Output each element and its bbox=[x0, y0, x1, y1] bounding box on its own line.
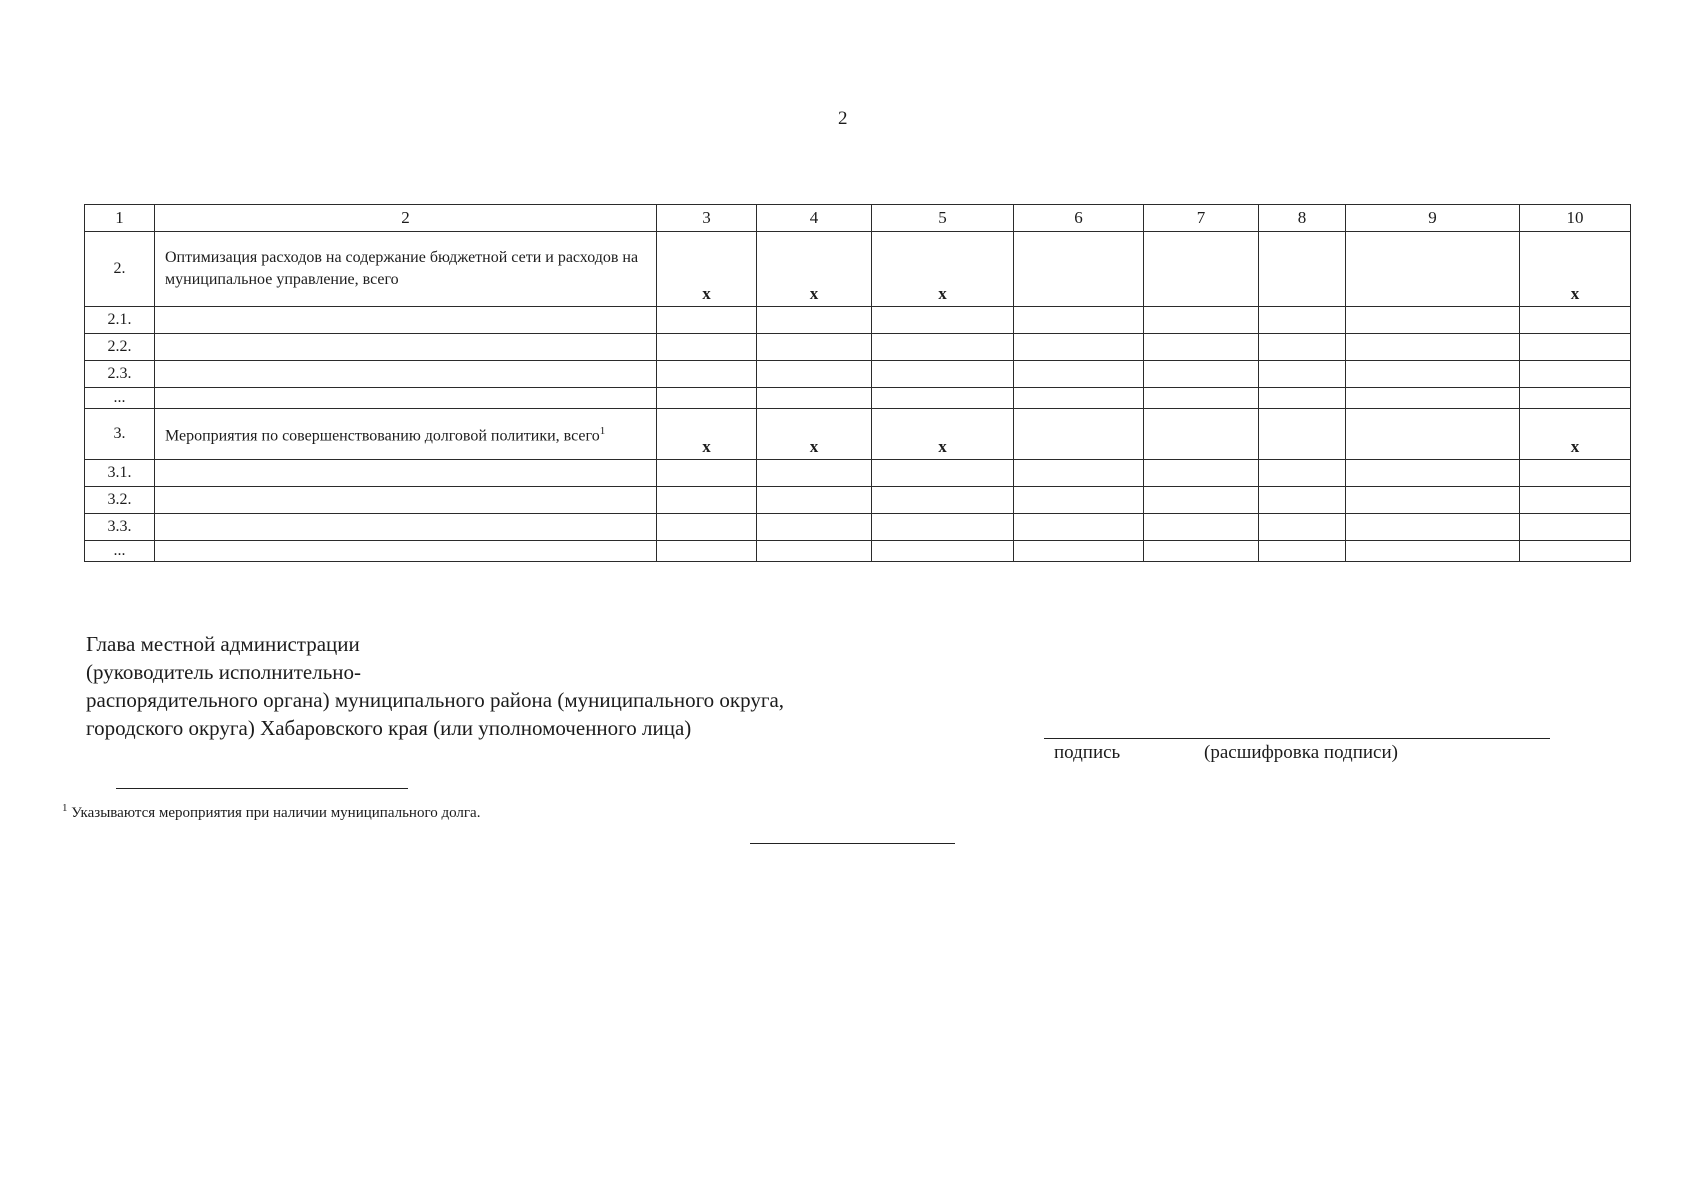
x-mark: x bbox=[872, 409, 1014, 460]
empty-cell bbox=[657, 361, 757, 388]
empty-cell bbox=[872, 334, 1014, 361]
empty-cell bbox=[872, 541, 1014, 562]
table-row bbox=[85, 460, 1631, 487]
footnote-separator bbox=[116, 788, 408, 789]
measures-table-wrapper bbox=[84, 204, 1630, 562]
x-mark: x bbox=[872, 232, 1014, 307]
empty-cell bbox=[155, 541, 657, 562]
empty-cell bbox=[757, 307, 872, 334]
empty-cell bbox=[1144, 388, 1259, 409]
row-number: 2.1. bbox=[85, 307, 155, 334]
empty-cell bbox=[1346, 409, 1520, 460]
row-number: 3.3. bbox=[85, 514, 155, 541]
x-mark: x bbox=[657, 232, 757, 307]
x-mark: x bbox=[757, 232, 872, 307]
row-number: 2.3. bbox=[85, 361, 155, 388]
empty-cell bbox=[1520, 541, 1631, 562]
header-cell: 4 bbox=[757, 205, 872, 232]
header-cell: 6 bbox=[1014, 205, 1144, 232]
table-row bbox=[85, 514, 1631, 541]
measure-name-cell bbox=[155, 232, 657, 307]
official-title-line: Глава местной администрации bbox=[86, 632, 360, 656]
empty-cell bbox=[1346, 334, 1520, 361]
empty-cell bbox=[1014, 460, 1144, 487]
x-mark: x bbox=[1520, 232, 1631, 307]
empty-cell bbox=[1259, 334, 1346, 361]
empty-cell bbox=[1144, 307, 1259, 334]
footnote-ref: 1 bbox=[599, 425, 606, 438]
empty-cell bbox=[1014, 388, 1144, 409]
header-cell: 3 bbox=[657, 205, 757, 232]
empty-cell bbox=[1346, 232, 1520, 307]
measure-name: Оптимизация расходов на содержание бюджетной сети и расходов на муниципальное управление, всего bbox=[165, 249, 639, 288]
empty-cell bbox=[1144, 409, 1259, 460]
empty-cell bbox=[872, 487, 1014, 514]
empty-cell bbox=[1144, 514, 1259, 541]
row-number: 3.1. bbox=[85, 460, 155, 487]
row-number: 2.2. bbox=[85, 334, 155, 361]
empty-cell bbox=[1014, 487, 1144, 514]
empty-cell bbox=[1014, 409, 1144, 460]
section-3-row bbox=[85, 409, 1631, 460]
header-cell: 1 bbox=[85, 205, 155, 232]
empty-cell bbox=[1346, 514, 1520, 541]
header-cell: 2 bbox=[155, 205, 657, 232]
empty-cell bbox=[1259, 388, 1346, 409]
official-title-line: (руководитель исполнительно- bbox=[86, 660, 362, 684]
empty-cell bbox=[155, 361, 657, 388]
empty-cell bbox=[1520, 487, 1631, 514]
empty-cell bbox=[657, 307, 757, 334]
empty-cell bbox=[1144, 232, 1259, 307]
empty-cell bbox=[757, 388, 872, 409]
empty-cell bbox=[1144, 487, 1259, 514]
empty-cell bbox=[1346, 487, 1520, 514]
empty-cell bbox=[757, 514, 872, 541]
x-mark: x bbox=[757, 409, 872, 460]
empty-cell bbox=[1520, 334, 1631, 361]
empty-cell bbox=[1259, 409, 1346, 460]
empty-cell bbox=[1346, 388, 1520, 409]
empty-cell bbox=[155, 487, 657, 514]
empty-cell bbox=[1259, 541, 1346, 562]
empty-cell bbox=[1520, 514, 1631, 541]
empty-cell bbox=[1346, 460, 1520, 487]
signature-decode-label: (расшифровка подписи) bbox=[1204, 742, 1398, 763]
empty-cell bbox=[1014, 307, 1144, 334]
empty-cell bbox=[1014, 541, 1144, 562]
empty-cell bbox=[657, 487, 757, 514]
empty-cell bbox=[1520, 460, 1631, 487]
header-cell: 5 bbox=[872, 205, 1014, 232]
empty-cell bbox=[757, 487, 872, 514]
empty-cell bbox=[657, 388, 757, 409]
empty-cell bbox=[155, 307, 657, 334]
empty-cell bbox=[1346, 307, 1520, 334]
signature-label: подпись bbox=[1054, 742, 1121, 763]
table-row bbox=[85, 361, 1631, 388]
official-title-block bbox=[86, 630, 784, 742]
empty-cell bbox=[1014, 514, 1144, 541]
empty-cell bbox=[155, 460, 657, 487]
row-number: 2. bbox=[85, 232, 155, 307]
footnote bbox=[62, 802, 480, 822]
empty-cell bbox=[1520, 388, 1631, 409]
header-row bbox=[85, 205, 1631, 232]
signature-line bbox=[1044, 738, 1550, 739]
measure-name bbox=[155, 420, 656, 447]
x-mark: x bbox=[1520, 409, 1631, 460]
header-cell: 7 bbox=[1144, 205, 1259, 232]
official-title-line: распорядительного органа) муниципального района (муниципального округа, bbox=[86, 688, 785, 712]
empty-cell bbox=[657, 541, 757, 562]
header-cell: 10 bbox=[1520, 205, 1631, 232]
empty-cell bbox=[757, 334, 872, 361]
empty-cell bbox=[1259, 487, 1346, 514]
x-mark: x bbox=[657, 409, 757, 460]
empty-cell bbox=[1144, 334, 1259, 361]
table-row bbox=[85, 388, 1631, 409]
official-title-line: городского округа) Хабаровского края (или уполномоченного лица) bbox=[86, 716, 692, 740]
header-cell: 8 bbox=[1259, 205, 1346, 232]
empty-cell bbox=[1014, 361, 1144, 388]
table-row bbox=[85, 307, 1631, 334]
empty-cell bbox=[657, 460, 757, 487]
empty-cell bbox=[1259, 232, 1346, 307]
empty-cell bbox=[1014, 334, 1144, 361]
empty-cell bbox=[872, 388, 1014, 409]
table-row bbox=[85, 541, 1631, 562]
row-number: ... bbox=[85, 541, 155, 562]
footnote-marker: 1 bbox=[62, 802, 68, 814]
empty-cell bbox=[757, 541, 872, 562]
end-of-document-line bbox=[750, 843, 955, 844]
empty-cell bbox=[1014, 232, 1144, 307]
empty-cell bbox=[872, 460, 1014, 487]
empty-cell bbox=[1346, 541, 1520, 562]
empty-cell bbox=[1259, 514, 1346, 541]
empty-cell bbox=[1520, 307, 1631, 334]
footnote-text: Указываются мероприятия при наличии муниципального долга. bbox=[71, 805, 481, 821]
empty-cell bbox=[155, 334, 657, 361]
empty-cell bbox=[1259, 307, 1346, 334]
empty-cell bbox=[155, 388, 657, 409]
empty-cell bbox=[1259, 361, 1346, 388]
table-row bbox=[85, 334, 1631, 361]
empty-cell bbox=[1520, 361, 1631, 388]
empty-cell bbox=[1144, 361, 1259, 388]
empty-cell bbox=[1144, 460, 1259, 487]
section-2-row bbox=[85, 232, 1631, 307]
empty-cell bbox=[657, 514, 757, 541]
empty-cell bbox=[872, 514, 1014, 541]
row-number: 3. bbox=[85, 409, 155, 460]
empty-cell bbox=[757, 361, 872, 388]
empty-cell bbox=[872, 361, 1014, 388]
empty-cell bbox=[155, 514, 657, 541]
measure-name-cell bbox=[155, 409, 657, 460]
table-row bbox=[85, 487, 1631, 514]
empty-cell bbox=[757, 460, 872, 487]
header-cell: 9 bbox=[1346, 205, 1520, 232]
empty-cell bbox=[872, 307, 1014, 334]
empty-cell bbox=[657, 334, 757, 361]
empty-cell bbox=[1346, 361, 1520, 388]
measure-name-text: Мероприятия по совершенствованию долговой политики, всего bbox=[165, 427, 600, 445]
row-number: 3.2. bbox=[85, 487, 155, 514]
empty-cell bbox=[1144, 541, 1259, 562]
measures-table bbox=[84, 204, 1631, 562]
page-number: 2 bbox=[838, 108, 848, 129]
empty-cell bbox=[1259, 460, 1346, 487]
row-number: ... bbox=[85, 388, 155, 409]
